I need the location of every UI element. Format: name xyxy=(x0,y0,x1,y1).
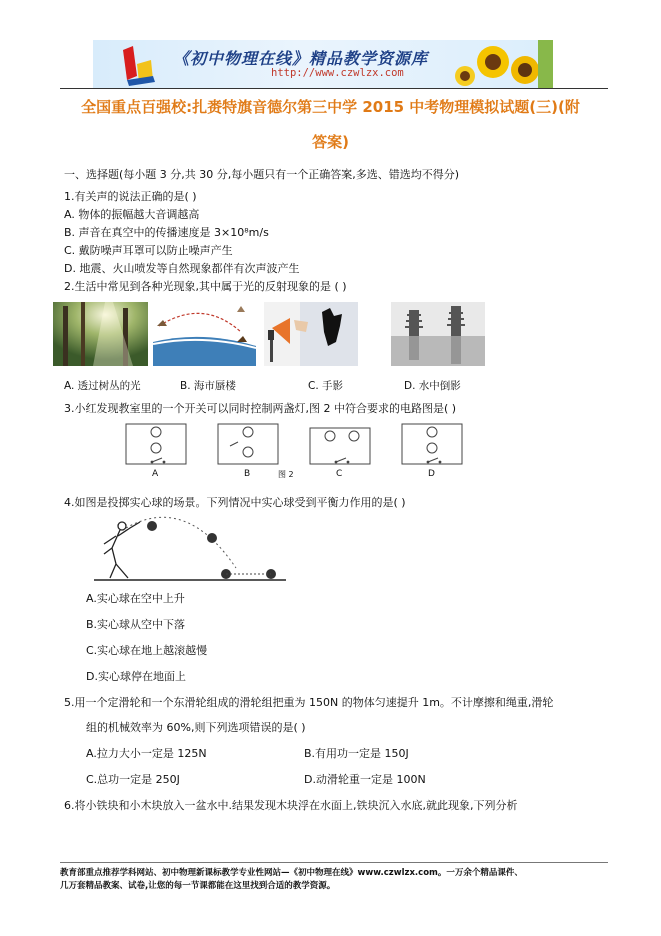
mirage-diagram xyxy=(153,302,256,366)
header-banner xyxy=(93,40,553,88)
figure-label: 图 2 xyxy=(278,470,294,479)
q5-option-b: B.有用功一定是 150J xyxy=(304,747,409,760)
q4-stem: 4.如图是投掷实心球的场景。下列情况中实心球受到平衡力作用的是( ) xyxy=(64,496,406,509)
shot-put-figure xyxy=(86,508,286,584)
q4-option-a: A.实心球在空中上升 xyxy=(86,592,185,605)
q2-option-b: B. 海市蜃楼 xyxy=(180,380,236,392)
q1-option-a: A. 物体的振幅越大音调越高 xyxy=(64,208,200,221)
circuit-label-b: B xyxy=(244,469,251,479)
q5-option-a: A.拉力大小一定是 125N xyxy=(86,747,207,760)
header-divider xyxy=(60,88,608,89)
water-reflection-image xyxy=(391,302,485,366)
q6-stem: 6.将小铁块和小木块放入一盆水中.结果发现木块浮在水面上,铁块沉入水底,就此现象,下列分析 xyxy=(64,799,518,812)
q2-option-d: D. 水中倒影 xyxy=(404,380,461,392)
footer-line1: 教育部重点推荐学科网站、初中物理新课标教学专业性网站—《初中物理在线》www.czwlzx.com。一万余个精品课件、 xyxy=(60,868,523,878)
q5-stem-line1: 5.用一个定滑轮和一个东滑轮组成的滑轮组把重为 150N 的物体匀速提升 1m。不计摩擦和绳重,滑轮 xyxy=(64,696,554,709)
q2-option-c: C. 手影 xyxy=(308,380,344,392)
hand-shadow-image xyxy=(264,302,358,366)
section-heading: 一、选择题(每小题 3 分,共 30 分,每小题只有一个正确答案,多选、错选均不得分) xyxy=(64,168,460,181)
q2-stem: 2.生活中常见到各种光现象,其中属于光的反射现象的是 ( ) xyxy=(64,280,347,293)
q4-option-d: D.实心球停在地面上 xyxy=(86,670,186,683)
q1-option-b: B. 声音在真空中的传播速度是 3×10⁸m/s xyxy=(64,226,269,239)
q1-option-c: C. 戴防噪声耳罩可以防止噪声产生 xyxy=(64,244,233,257)
q5-option-d: D.动滑轮重一定是 100N xyxy=(304,773,426,786)
q5-option-c: C.总功一定是 250J xyxy=(86,773,180,786)
sunflower-image xyxy=(455,40,553,88)
circuit-label-d: D xyxy=(428,469,435,479)
banner-title: 《初中物理在线》精品教学资源库 xyxy=(173,49,429,68)
q4-option-c: C.实心球在地上越滚越慢 xyxy=(86,644,208,657)
footer-divider xyxy=(60,862,608,863)
page-title-line2: 答案) xyxy=(312,133,349,151)
circuit-figure xyxy=(118,418,478,486)
banner-url[interactable]: http://www.czwlzx.com xyxy=(271,67,404,79)
q1-option-d: D. 地震、火山喷发等自然现象都伴有次声波产生 xyxy=(64,262,300,275)
forest-light-image xyxy=(53,302,148,366)
footer-line2: 几万套精品教案、试卷,让您的每一节课都能在这里找到合适的教学资源。 xyxy=(60,881,336,891)
q5-stem-line2: 组的机械效率为 60%,则下列选项错误的是( ) xyxy=(86,721,306,734)
q1-stem: 1.有关声的说法正确的是( ) xyxy=(64,190,197,203)
q4-option-b: B.实心球从空中下落 xyxy=(86,618,186,631)
page-title-line1: 全国重点百强校:扎赉特旗音德尔第三中学 2015 中考物理模拟试题(三)(附 xyxy=(81,98,580,116)
q2-option-a: A. 透过树丛的光 xyxy=(64,380,141,392)
q3-stem: 3.小红发现教室里的一个开关可以同时控制两盏灯,图 2 中符合要求的电路图是( ) xyxy=(64,402,457,415)
circuit-diagrams xyxy=(118,418,478,486)
circuit-label-c: C xyxy=(336,469,343,479)
circuit-label-a: A xyxy=(152,469,159,479)
